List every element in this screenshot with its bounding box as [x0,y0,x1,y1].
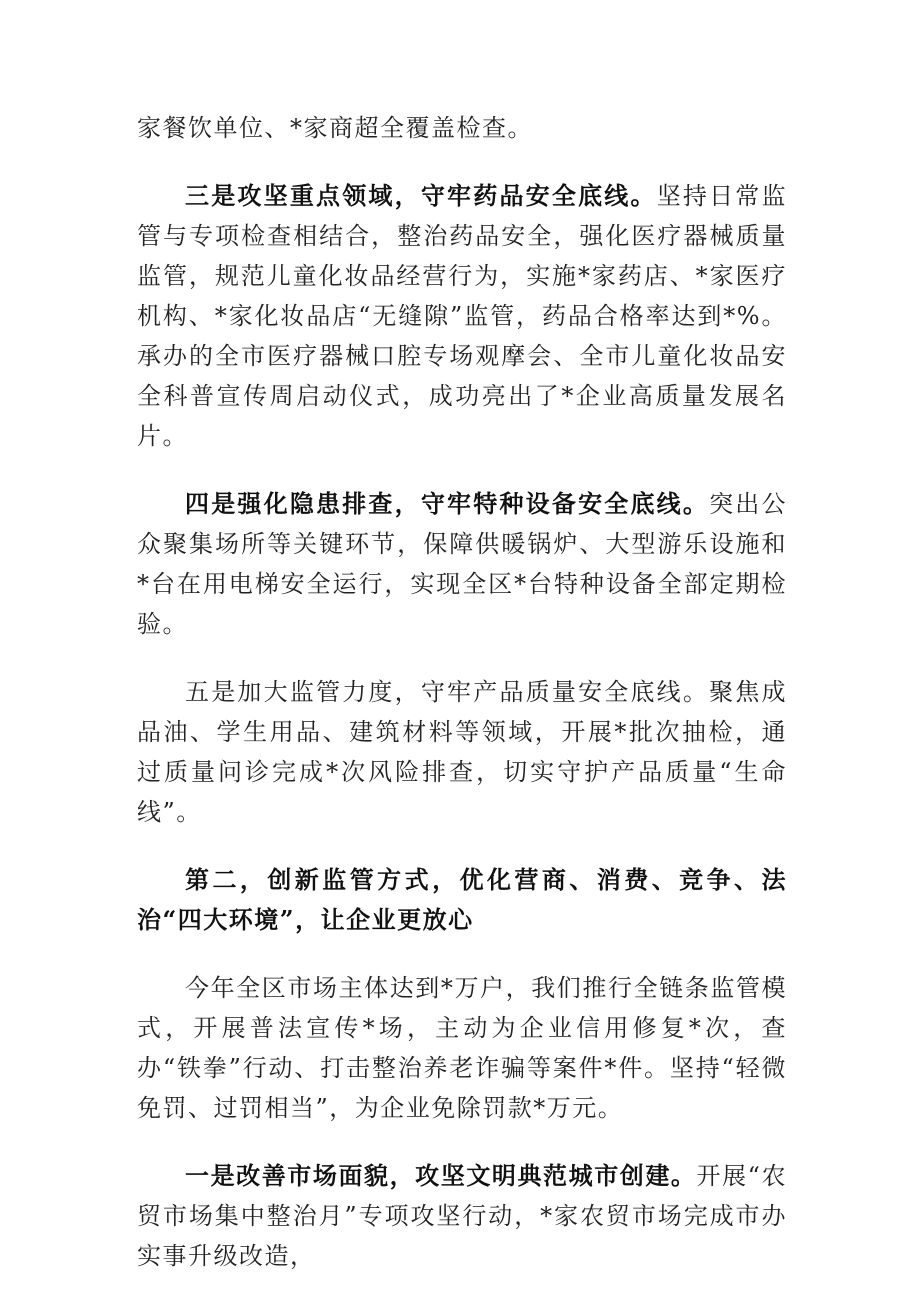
paragraph-text: 家餐饮单位、*家商超全覆盖检查。 [137,114,533,142]
paragraph-lead: 四是强化隐患排查，守牢特种设备安全底线。 [185,489,710,518]
paragraph-lead: 三是攻坚重点领域，守牢药品安全底线。 [185,181,657,210]
paragraph-text: 五是加大监管力度，守牢产品质量安全底线。聚焦成品油、学生用品、建筑材料等领域，开展*批次抽检，通过质量问诊完成*次风险排查，切实守护产品质量“生命线”。 [137,678,787,826]
document-page [137,108,787,1276]
paragraph-market-entities [137,968,787,1128]
paragraph-text: 开展“农贸市场集中整治月”专项攻坚行动，*家农贸市场完成市办实事升级改造， [137,1162,787,1270]
section-heading [137,860,787,940]
paragraph-special-equipment [137,484,787,644]
paragraph-text: 突出公众聚集场所等关键环节，保障供暖锅炉、大型游乐设施和*台在用电梯安全运行，实现全区*台特种设备全部定期检验。 [137,490,788,638]
paragraph-continuation [137,108,787,148]
paragraph-market-appearance [137,1156,787,1276]
section-heading-text: 第二，创新监管方式，优化营商、消费、竞争、法治“四大环境”，让企业更放心 [137,865,787,934]
paragraph-drug-safety [137,176,787,456]
paragraph-product-quality [137,672,787,832]
paragraph-text: 坚持日常监管与专项检查相结合，整治药品安全，强化医疗器械质量监管，规范儿童化妆品经营行为，实施*家药店、*家医疗机构、*家化妆品店“无缝隙”监管，药品合格率达到*%。承办的全市医疗器械口腔专场观摩会、全市儿童化妆品安全科普宣传周启动仪式，成功亮出了*企业高质量发展名片。 [137,182,788,450]
paragraph-text: 今年全区市场主体达到*万户，我们推行全链条监管模式，开展普法宣传*场，主动为企业信用修复*次，查办“铁拳”行动、打击整治养老诈骗等案件*件。坚持“轻微免罚、过罚相当”，为企业免除罚款*万元。 [137,974,787,1122]
paragraph-lead: 一是改善市场面貌，攻坚文明典范城市创建。 [185,1161,697,1190]
